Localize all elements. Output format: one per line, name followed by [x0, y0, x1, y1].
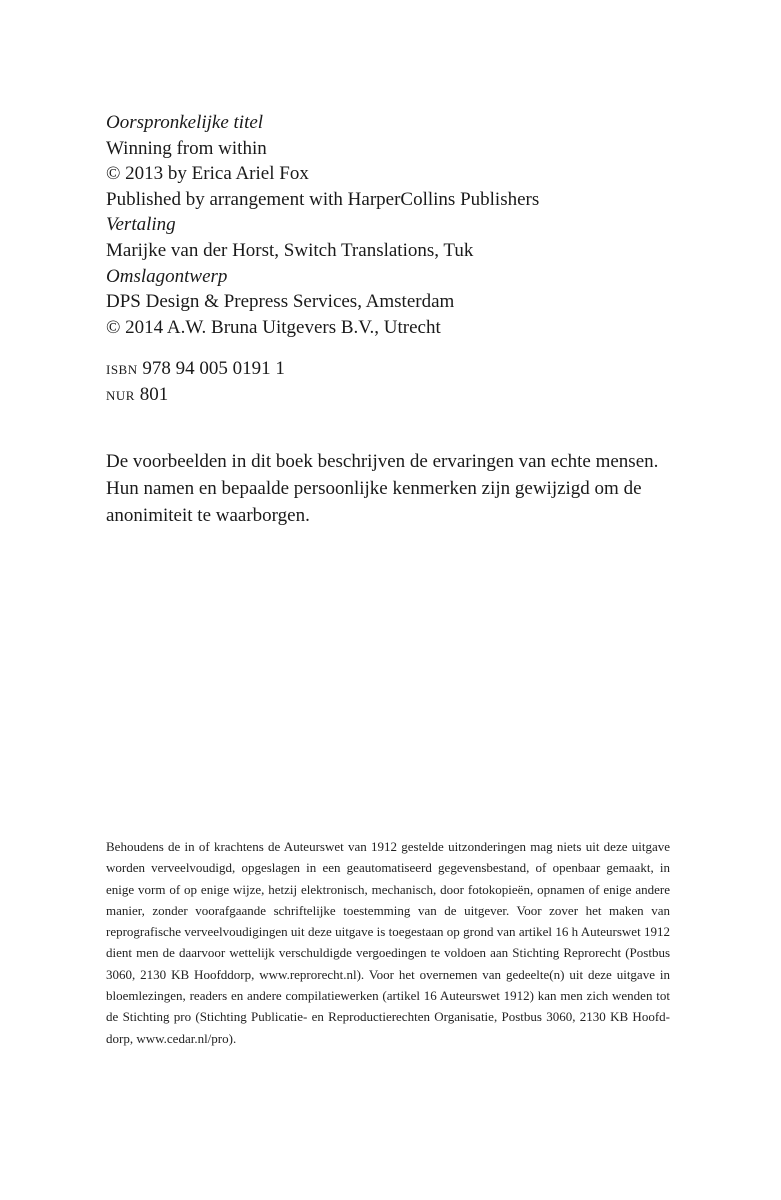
- translation-label: Vertaling: [106, 214, 176, 236]
- original-title: Winning from within: [106, 137, 267, 159]
- credits-block: [106, 110, 686, 340]
- published-by: Published by arrangement with HarperCollins Publishers: [106, 188, 540, 210]
- isbn-value: 978 94 005 0191 1: [142, 358, 285, 379]
- nur-value: 801: [139, 383, 169, 405]
- cover-design-label: Omslagontwerp: [106, 265, 228, 287]
- nur-label: nur: [106, 383, 135, 405]
- isbn-line: [106, 356, 686, 382]
- nur-line: [106, 382, 686, 408]
- codes-block: [106, 356, 686, 407]
- original-title-label: Oorspronkelijke titel: [106, 112, 264, 133]
- translator: Marijke van der Horst, Switch Translations, Tuk: [106, 239, 474, 261]
- copyright-original: © 2013 by Erica Ariel Fox: [106, 163, 309, 185]
- disclaimer-paragraph: De voorbeelden in dit boek beschrijven de ervaringen van echte mensen. Hun namen en bepaalde persoonlijke kenmerken zijn gewijzigd om de anonimiteit te waarborgen.: [106, 451, 659, 526]
- isbn-label: isbn: [106, 358, 138, 379]
- legal-notice: Behoudens de in of krachtens de Auteurswet van 1912 gestelde uitzonderingen mag niets uit deze uitgave worden verveelvoudigd, opgeslagen in een geautomatiseerd gegevensbestand, of openbaar gemaakt, in enige vorm of op enige wijze, hetzij elektronisch, mechanisch, door fotokopieën, opnamen of enige andere manier, zonder voorafgaande schriftelijke toestemming van de uitgever. Voor zover het maken van reprografische verveelvoudigingen uit deze uitgave is toegestaan op grond van artikel 16 h Auteurswet 1912 dient men de daarvoor wettelijk verschuldigde vergoedingen te voldoen aan Stichting Reprorecht (Postbus 3060, 2130 KB Hoofddorp, www.​reprorecht.nl). Voor het overnemen van gedeelte(n) uit deze uitgave in bloemlezingen, readers en andere compilatiewerken (artikel 16 Auteurswet 1912) kan men zich wenden tot de Stichting pro (Stichting Publicatie- en Reproductierechten Organisatie, Postbus 3060, 2130 KB Hoofddorp, www.cedar.nl/pro).: [106, 839, 670, 1046]
- copyright-translation: © 2014 A.W. Bruna Uitgevers B.V., Utrecht: [106, 316, 441, 338]
- cover-designer: DPS Design & Prepress Services, Amsterdam: [106, 291, 455, 313]
